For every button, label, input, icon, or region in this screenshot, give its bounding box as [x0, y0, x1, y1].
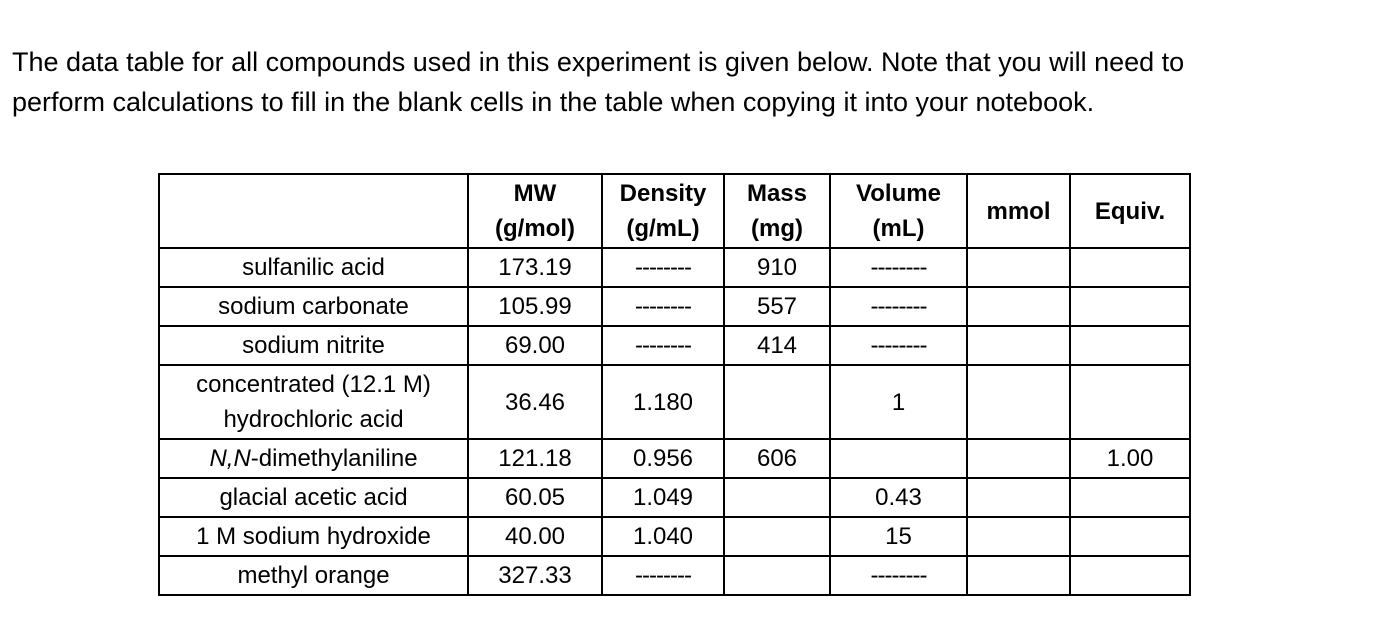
cell-mmol — [967, 517, 1070, 556]
cell-density: -------- — [602, 326, 724, 365]
header-equiv: Equiv. — [1070, 174, 1190, 248]
cell-compound: methyl orange — [159, 556, 468, 595]
cell-mass: 910 — [724, 248, 830, 287]
cell-volume: -------- — [830, 287, 967, 326]
header-mw: MW (g/mol) — [468, 174, 602, 248]
cell-compound: glacial acetic acid — [159, 478, 468, 517]
cell-mmol — [967, 365, 1070, 439]
cell-mass — [724, 478, 830, 517]
cell-density: -------- — [602, 248, 724, 287]
intro-paragraph — [12, 42, 1362, 122]
table-row — [159, 248, 1190, 287]
cell-mw: 327.33 — [468, 556, 602, 595]
cell-density: 0.956 — [602, 439, 724, 478]
compound-data-table — [158, 173, 1191, 596]
cell-mw: 36.46 — [468, 365, 602, 439]
cell-compound: N,N-dimethylaniline — [159, 439, 468, 478]
cell-mass — [724, 556, 830, 595]
intro-line-2: perform calculations to fill in the blank cells in the table when copying it into your notebook. — [12, 87, 1095, 117]
cell-density: 1.040 — [602, 517, 724, 556]
cell-mmol — [967, 287, 1070, 326]
cell-mw: 60.05 — [468, 478, 602, 517]
cell-mass — [724, 365, 830, 439]
cell-density: -------- — [602, 556, 724, 595]
header-volume: Volume (mL) — [830, 174, 967, 248]
cell-mw: 173.19 — [468, 248, 602, 287]
cell-equiv — [1070, 478, 1190, 517]
cell-mw: 69.00 — [468, 326, 602, 365]
cell-mmol — [967, 556, 1070, 595]
cell-mw: 105.99 — [468, 287, 602, 326]
header-compound — [159, 174, 468, 248]
cell-mass — [724, 517, 830, 556]
header-row — [159, 174, 1190, 248]
cell-mw: 40.00 — [468, 517, 602, 556]
cell-mmol — [967, 248, 1070, 287]
header-mmol: mmol — [967, 174, 1070, 248]
cell-mmol — [967, 478, 1070, 517]
cell-mass: 414 — [724, 326, 830, 365]
cell-equiv — [1070, 517, 1190, 556]
cell-compound: sodium nitrite — [159, 326, 468, 365]
table-row — [159, 556, 1190, 595]
cell-compound: concentrated (12.1 M) hydrochloric acid — [159, 365, 468, 439]
cell-equiv — [1070, 287, 1190, 326]
cell-volume: -------- — [830, 248, 967, 287]
table-row — [159, 287, 1190, 326]
table-row — [159, 517, 1190, 556]
cell-compound: sulfanilic acid — [159, 248, 468, 287]
table-row — [159, 478, 1190, 517]
table-row — [159, 365, 1190, 439]
cell-volume: -------- — [830, 326, 967, 365]
cell-equiv — [1070, 556, 1190, 595]
cell-mmol — [967, 439, 1070, 478]
cell-volume: 1 — [830, 365, 967, 439]
cell-volume — [830, 439, 967, 478]
cell-compound: sodium carbonate — [159, 287, 468, 326]
cell-equiv: 1.00 — [1070, 439, 1190, 478]
cell-equiv — [1070, 326, 1190, 365]
cell-volume: 15 — [830, 517, 967, 556]
table-row — [159, 326, 1190, 365]
cell-density: 1.049 — [602, 478, 724, 517]
cell-mass: 557 — [724, 287, 830, 326]
cell-volume: 0.43 — [830, 478, 967, 517]
cell-equiv — [1070, 248, 1190, 287]
cell-equiv — [1070, 365, 1190, 439]
intro-line-1: The data table for all compounds used in this experiment is given below. Note that you will need to — [12, 47, 1185, 77]
cell-mw: 121.18 — [468, 439, 602, 478]
cell-volume: -------- — [830, 556, 967, 595]
cell-mass: 606 — [724, 439, 830, 478]
cell-compound: 1 M sodium hydroxide — [159, 517, 468, 556]
cell-density: 1.180 — [602, 365, 724, 439]
header-mass: Mass (mg) — [724, 174, 830, 248]
cell-density: -------- — [602, 287, 724, 326]
table-row — [159, 439, 1190, 478]
cell-mmol — [967, 326, 1070, 365]
header-density: Density (g/mL) — [602, 174, 724, 248]
